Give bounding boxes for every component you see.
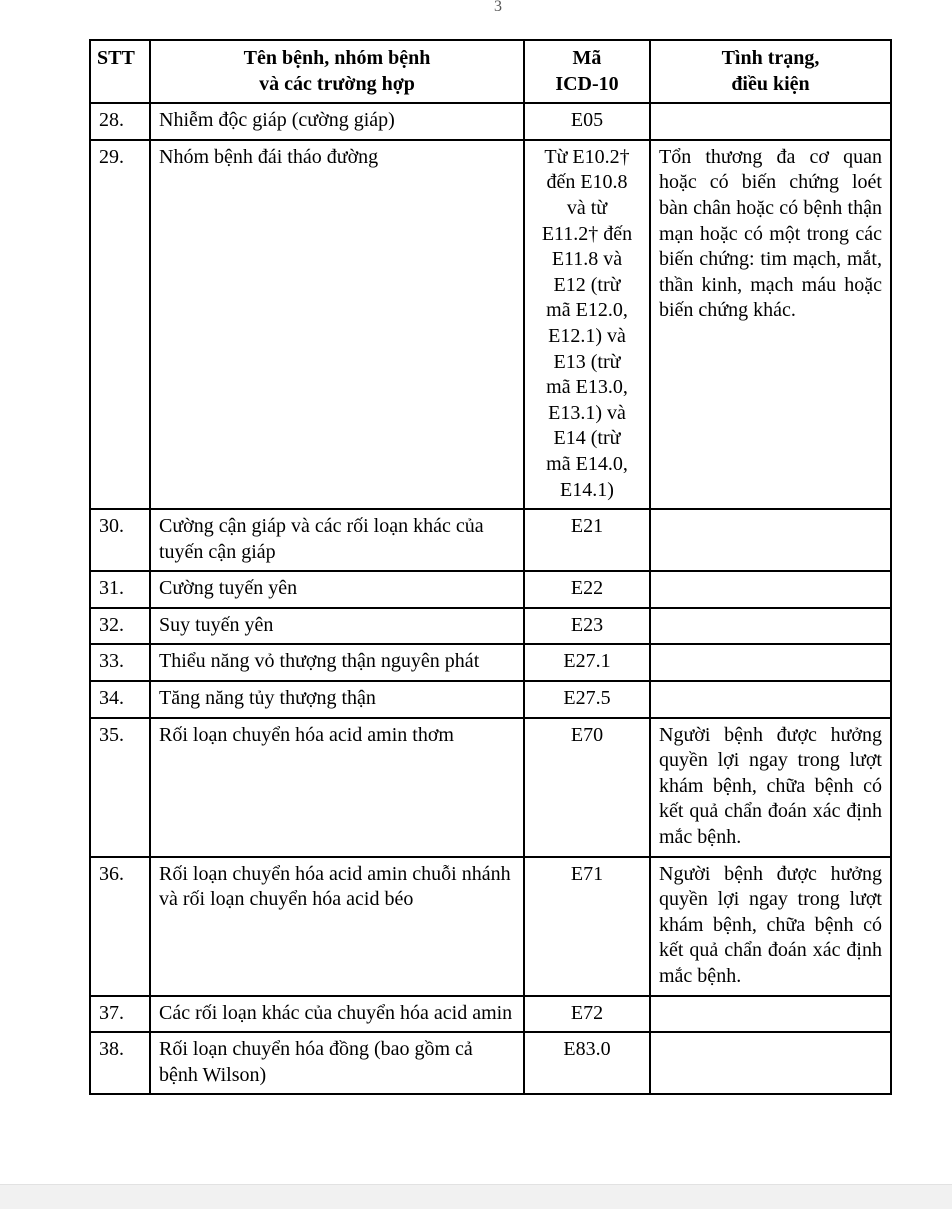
- icd-code-line: Từ E10.2†: [544, 145, 630, 168]
- header-icd-code-line2: ICD-10: [555, 72, 619, 95]
- table-header-row: [90, 40, 891, 103]
- row-condition: [650, 608, 891, 645]
- header-condition-line2: điều kiện: [731, 72, 810, 95]
- row-icd-code: E22: [524, 571, 650, 608]
- table-row: [90, 571, 891, 608]
- table-row: [90, 644, 891, 681]
- row-stt: 33.: [90, 644, 150, 681]
- row-icd-code: [524, 140, 650, 509]
- row-disease-name: Nhiễm độc giáp (cường giáp): [150, 103, 524, 140]
- row-condition: [650, 644, 891, 681]
- header-stt: STT: [90, 40, 150, 103]
- row-stt: 32.: [90, 608, 150, 645]
- condition-text: Người bệnh được hưởng quyền lợi ngay trong lượt khám bệnh, chữa bệnh có kết quả chẩn đoán xác định mắc bệnh.: [659, 723, 882, 849]
- row-condition: [650, 996, 891, 1033]
- header-disease-name-line2: và các trường hợp: [259, 72, 415, 95]
- icd-code-line: đến E10.8: [546, 171, 628, 194]
- header-condition: [650, 40, 891, 103]
- table-row: [90, 996, 891, 1033]
- row-disease-name: Rối loạn chuyển hóa acid amin chuỗi nhánh và rối loạn chuyển hóa acid béo: [150, 857, 524, 996]
- row-icd-code: E23: [524, 608, 650, 645]
- viewer-bottom-bar: [0, 1184, 952, 1209]
- page-number: 3: [494, 0, 502, 15]
- row-icd-code: E72: [524, 996, 650, 1033]
- condition-text: Người bệnh được hưởng quyền lợi ngay trong lượt khám bệnh, chữa bệnh có kết quả chẩn đoán xác định mắc bệnh.: [659, 862, 882, 987]
- row-disease-name: Rối loạn chuyển hóa acid amin thơm: [150, 718, 524, 857]
- icd-code-line: mã E14.0,: [546, 452, 628, 475]
- row-icd-code: E27.5: [524, 681, 650, 718]
- row-disease-name: Tăng năng tủy thượng thận: [150, 681, 524, 718]
- row-disease-name: Cường tuyến yên: [150, 571, 524, 608]
- row-condition: [650, 857, 891, 996]
- table-row: [90, 509, 891, 571]
- row-disease-name: Các rối loạn khác của chuyển hóa acid amin: [150, 996, 524, 1033]
- row-condition: [650, 571, 891, 608]
- row-stt: 29.: [90, 140, 150, 509]
- row-condition: [650, 509, 891, 571]
- row-icd-code: E27.1: [524, 644, 650, 681]
- table-row: [90, 857, 891, 996]
- icd-code-line: và từ: [566, 196, 608, 219]
- row-stt: 30.: [90, 509, 150, 571]
- row-stt: 34.: [90, 681, 150, 718]
- row-icd-code: E71: [524, 857, 650, 996]
- row-condition: [650, 1032, 891, 1094]
- row-icd-code: E83.0: [524, 1032, 650, 1094]
- table-row: [90, 608, 891, 645]
- row-condition: [650, 140, 891, 509]
- header-condition-line1: Tình trạng,: [721, 47, 820, 69]
- icd-code-line: E14.1): [560, 478, 614, 501]
- row-stt: 28.: [90, 103, 150, 140]
- row-stt: 37.: [90, 996, 150, 1033]
- icd-code-line: E13.1) và: [548, 401, 626, 424]
- row-icd-code: E05: [524, 103, 650, 140]
- icd-code-line: E11.8 và: [551, 248, 623, 271]
- row-stt: 36.: [90, 857, 150, 996]
- icd-code-line: mã E13.0,: [546, 376, 628, 399]
- icd-code-line: E11.2† đến: [541, 222, 633, 245]
- row-condition: [650, 103, 891, 140]
- icd-code-line: E13 (trừ: [553, 350, 621, 373]
- table-row: [90, 681, 891, 718]
- row-condition: [650, 718, 891, 857]
- table-row: [90, 718, 891, 857]
- table-row: [90, 103, 891, 140]
- row-disease-name: Cường cận giáp và các rối loạn khác của tuyến cận giáp: [150, 509, 524, 571]
- row-icd-code: E70: [524, 718, 650, 857]
- table-row: [90, 140, 891, 509]
- row-stt: 38.: [90, 1032, 150, 1094]
- row-disease-name: Rối loạn chuyển hóa đồng (bao gồm cả bệnh Wilson): [150, 1032, 524, 1094]
- row-disease-name: Suy tuyến yên: [150, 608, 524, 645]
- row-icd-code: E21: [524, 509, 650, 571]
- row-stt: 35.: [90, 718, 150, 857]
- row-stt: 31.: [90, 571, 150, 608]
- row-disease-name: Thiểu năng vỏ thượng thận nguyên phát: [150, 644, 524, 681]
- row-condition: [650, 681, 891, 718]
- header-disease-name: [150, 40, 524, 103]
- icd-code-line: mã E12.0,: [546, 299, 628, 322]
- header-icd-code: [524, 40, 650, 103]
- table-row: [90, 1032, 891, 1094]
- header-disease-name-line1: Tên bệnh, nhóm bệnh: [243, 47, 431, 69]
- icd-code-line: E14 (trừ: [553, 427, 621, 450]
- row-disease-name: Nhóm bệnh đái tháo đường: [150, 140, 524, 509]
- condition-text: Tổn thương đa cơ quan hoặc có biến chứng loét bàn chân hoặc có bệnh thận mạn hoặc có một trong các biến chứng: tim mạch, mắt, thần kinh, mạch máu hoặc biến chứng khác.: [659, 145, 882, 322]
- icd-code-line: E12.1) và: [548, 324, 626, 347]
- disease-table: [89, 39, 892, 1095]
- header-icd-code-line1: Mã: [572, 47, 602, 69]
- icd-code-line: E12 (trừ: [553, 273, 621, 296]
